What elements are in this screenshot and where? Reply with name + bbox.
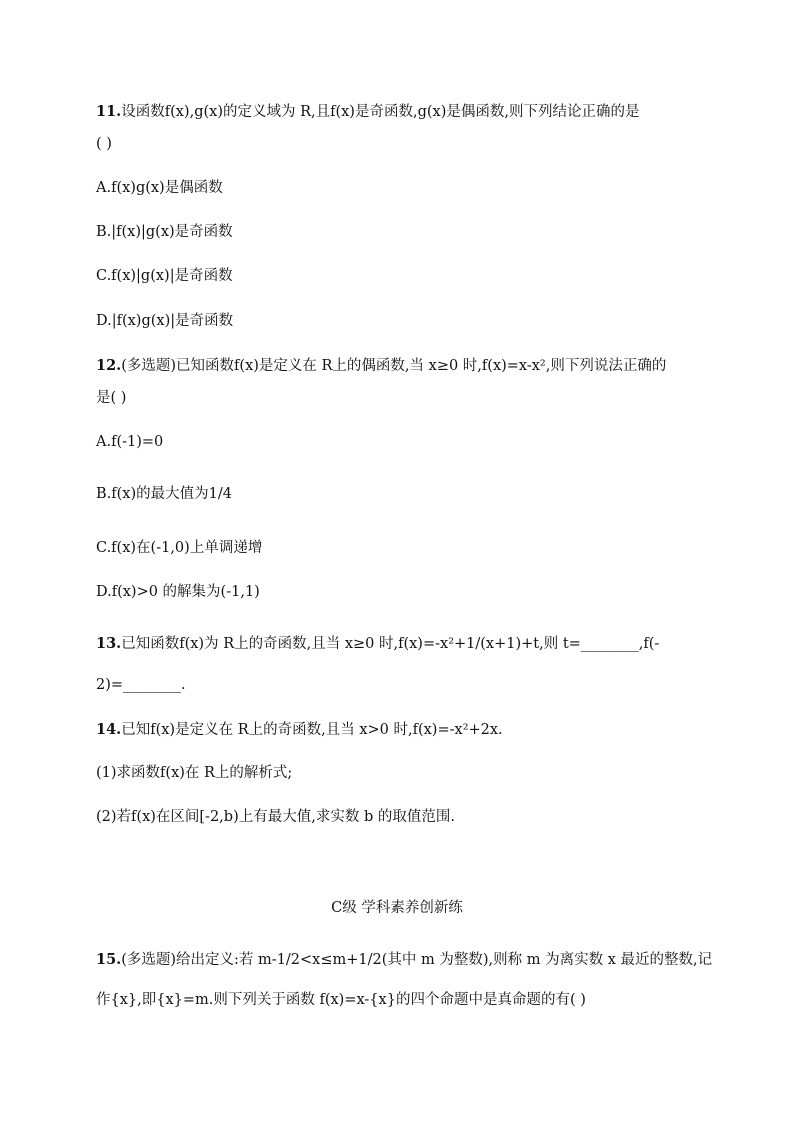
q12-option-b[interactable]: B.f(x)的最大值为1/4 [96, 486, 232, 502]
q14-part-1: (1)求函数f(x)在 R上的解析式; [96, 765, 293, 781]
q11-bracket: ( ) [96, 136, 112, 152]
q12-bracket: 是( ) [96, 390, 127, 406]
q11-option-d[interactable]: D.|f(x)g(x)|是奇函数 [96, 313, 234, 329]
q13-number: 13. [96, 635, 122, 652]
q13-stem [96, 634, 659, 654]
q12-stem-text: (多选题)已知函数f(x)是定义在 R上的偶函数,当 x≥0 时,f(x)=x-x²,则下列说法正确的 [121, 358, 667, 374]
q12-option-a[interactable]: A.f(-1)=0 [96, 434, 164, 450]
section-title: C级 学科素养创新练 [331, 900, 463, 916]
q11-stem [96, 102, 639, 122]
q15-stem [96, 950, 712, 970]
q15-stem-text: (多选题)给出定义:若 m-1/2<x≤m+1/2(其中 m 为整数),则称 m 为离实数 x 最近的整数,记 [121, 952, 713, 968]
q14-stem-text: 已知f(x)是定义在 R上的奇函数,且当 x>0 时,f(x)=-x²+2x. [121, 722, 503, 738]
q11-option-a[interactable]: A.f(x)g(x)是偶函数 [96, 180, 223, 196]
q15-continuation: 作{x},即{x}=m.则下列关于函数 f(x)=x-{x}的四个命题中是真命题的有( ) [96, 992, 586, 1008]
q12-option-c[interactable]: C.f(x)在(-1,0)上单调递增 [96, 540, 263, 556]
q12-stem [96, 356, 666, 376]
q11-option-b[interactable]: B.|f(x)|g(x)是奇函数 [96, 224, 233, 240]
q14-part-2: (2)若f(x)在区间[-2,b)上有最大值,求实数 b 的取值范围. [96, 809, 455, 825]
q14-number: 14. [96, 721, 122, 738]
q12-number: 12. [96, 357, 122, 374]
q11-option-c[interactable]: C.f(x)|g(x)|是奇函数 [96, 268, 233, 284]
q14-stem [96, 720, 503, 740]
q15-number: 15. [96, 951, 122, 968]
q13-continuation: 2)=________. [96, 677, 186, 693]
q11-stem-text: 设函数f(x),g(x)的定义域为 R,且f(x)是奇函数,g(x)是偶函数,则下列结论正确的是 [121, 104, 640, 120]
q12-option-d[interactable]: D.f(x)>0 的解集为(-1,1) [96, 584, 260, 600]
q11-number: 11. [96, 103, 122, 120]
q13-stem-text: 已知函数f(x)为 R上的奇函数,且当 x≥0 时,f(x)=-x²+1/(x+1)+t,则 t=________,f(- [121, 636, 660, 652]
